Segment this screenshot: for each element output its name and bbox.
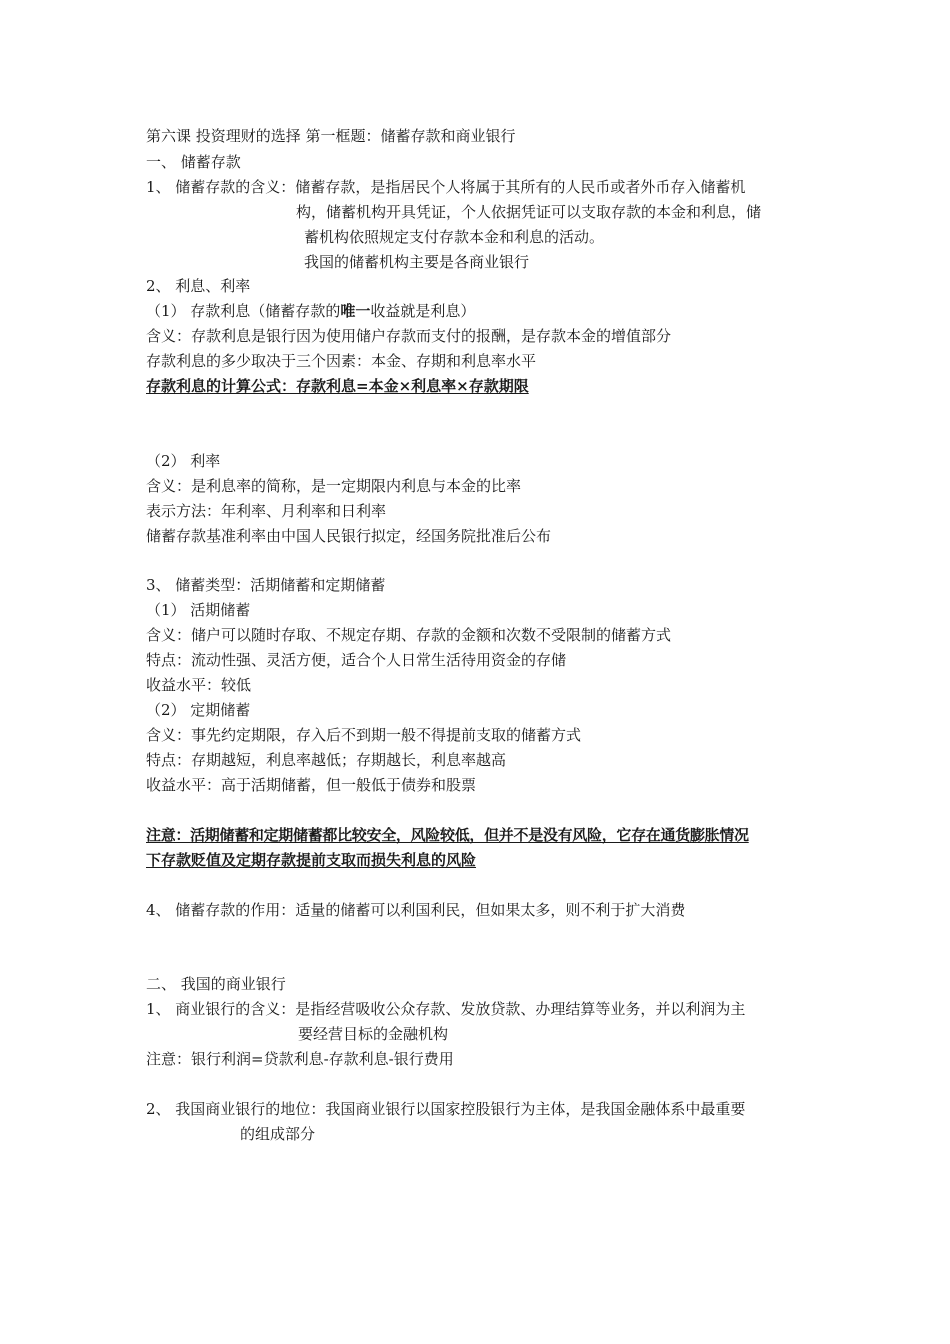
- deposit-interest-emphasis: 唯一: [340, 302, 371, 320]
- bank-status-line-2: 的组成部分: [240, 1125, 316, 1143]
- bank-definition-line-1: 1、 商业银行的含义：是指经营吸收公众存款、发放贷款、办理结算等业务，并以利润为主: [146, 1000, 746, 1018]
- interest-rate-definition: 含义：是利息率的简称，是一定期限内利息与本金的比率: [146, 477, 522, 495]
- demand-savings-features: 特点：流动性强、灵活方便，适合个人日常生活待用资金的存储: [146, 651, 567, 669]
- deposit-interest-definition: 含义：存款利息是银行因为使用储户存款而支付的报酬，是存款本金的增值部分: [146, 327, 672, 345]
- interest-formula: 存款利息的计算公式：存款利息=本金×利息率×存款期限: [146, 377, 529, 395]
- demand-savings-definition: 含义：储户可以随时存取、不规定存期、存款的金额和次数不受限制的储蓄方式: [146, 626, 672, 644]
- deposit-interest-suffix: 收益就是利息）: [370, 302, 476, 320]
- savings-institutions-line: 我国的储蓄机构主要是各商业银行: [304, 253, 530, 271]
- savings-definition-line-2: 构，储蓄机构开具凭证，个人依据凭证可以支取存款的本金和利息，储: [296, 203, 762, 221]
- time-savings-features: 特点：存期越短，利息率越低；存期越长，利息率越高: [146, 751, 507, 769]
- deposit-interest-heading: [146, 301, 475, 321]
- risk-note-line-2: 下存款贬值及定期存款提前支取而损失利息的风险: [146, 851, 477, 869]
- interest-heading: 2、 利息、利率: [146, 277, 251, 295]
- interest-rate-heading: （2） 利率: [146, 452, 221, 470]
- section-heading-savings: 一、 储蓄存款: [146, 153, 241, 171]
- interest-rate-methods: 表示方法：年利率、月利率和日利率: [146, 502, 387, 520]
- risk-note-line-1: 注意：活期储蓄和定期储蓄都比较安全，风险较低，但并不是没有风险，它存在通货膨胀情况: [146, 826, 749, 844]
- deposit-interest-prefix: （1） 存款利息（储蓄存款的: [146, 302, 341, 320]
- demand-savings-yield: 收益水平：较低: [146, 676, 252, 694]
- deposit-interest-factors: 存款利息的多少取决于三个因素：本金、存期和利息率水平: [146, 352, 537, 370]
- time-savings-definition: 含义：事先约定期限，存入后不到期一般不得提前支取的储蓄方式: [146, 726, 582, 744]
- section-heading-commercial-banks: 二、 我国的商业银行: [146, 975, 286, 993]
- savings-role-line: 4、 储蓄存款的作用：适量的储蓄可以利国利民，但如果太多，则不利于扩大消费: [146, 901, 686, 919]
- base-rate-line: 储蓄存款基准利率由中国人民银行拟定，经国务院批准后公布: [146, 527, 552, 545]
- time-savings-yield: 收益水平：高于活期储蓄，但一般低于债券和股票: [146, 776, 477, 794]
- savings-definition-line-3: 蓄机构依照规定支付存款本金和利息的活动。: [304, 228, 605, 246]
- time-savings-heading: （2） 定期储蓄: [146, 701, 251, 719]
- demand-savings-heading: （1） 活期储蓄: [146, 601, 251, 619]
- savings-types-heading: 3、 储蓄类型：活期储蓄和定期储蓄: [146, 576, 386, 594]
- bank-profit-note: 注意：银行利润=贷款利息-存款利息-银行费用: [146, 1050, 454, 1068]
- savings-definition-line-1: 1、 储蓄存款的含义：储蓄存款，是指居民个人将属于其所有的人民币或者外币存入储蓄机: [146, 178, 746, 196]
- bank-definition-line-2: 要经营目标的金融机构: [298, 1025, 449, 1043]
- lesson-title: 第六课 投资理财的选择 第一框题：储蓄存款和商业银行: [146, 127, 516, 145]
- bank-status-line-1: 2、 我国商业银行的地位：我国商业银行以国家控股银行为主体，是我国金融体系中最重要: [146, 1100, 746, 1118]
